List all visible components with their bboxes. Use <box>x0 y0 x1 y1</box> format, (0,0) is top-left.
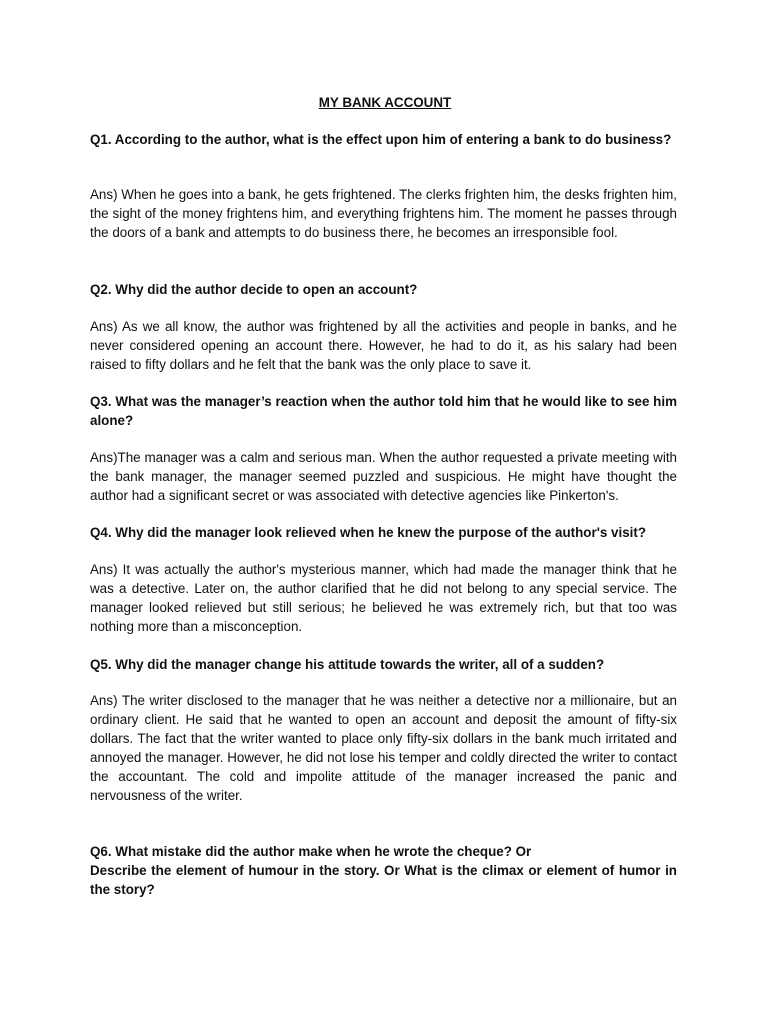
question-2: Q2. Why did the author decide to open an account? <box>90 282 418 297</box>
question-6-continued: Describe the element of humour in the story. Or What is the climax or element of humor in the story? <box>90 863 677 897</box>
question-5: Q5. Why did the manager change his attitude towards the writer, all of a sudden? <box>90 657 605 672</box>
answer-3: Ans)The manager was a calm and serious man. When the author requested a private meeting with the bank manager, the manager seemed puzzled and suspicious. He might have thought the author had a significant secret or was associated with detective agencies like Pinkerton's. <box>90 450 677 503</box>
answer-1: Ans) When he goes into a bank, he gets frightened. The clerks frighten him, the desks frighten him, the sight of the money frightens him, and everything frightens him. The moment he passes through the doors of a bank and attempts to do business there, he becomes an irresponsible fool. <box>90 187 677 240</box>
document-title <box>0 93 768 112</box>
question-1: Q1. According to the author, what is the effect upon him of entering a bank to do business? <box>90 132 672 147</box>
question-6: Q6. What mistake did the author make when he wrote the cheque? Or <box>90 844 532 859</box>
question-3: Q3. What was the manager’s reaction when the author told him that he would like to see him alone? <box>90 394 677 428</box>
answer-2: Ans) As we all know, the author was frightened by all the activities and people in banks, and he never considered opening an account there. However, he had to do it, as his salary had been raised to fifty dollars and he felt that the bank was the only place to save it. <box>90 319 677 372</box>
answer-5: Ans) The writer disclosed to the manager that he was neither a detective nor a millionaire, but an ordinary client. He said that he wanted to open an account and deposit the amount of fifty-six dollars. The fact that the writer wanted to place only fifty-six dollars in the bank much irritated and annoyed the manager. However, he did not lose his temper and coldly directed the writer to contact the accountant. The cold and impolite attitude of the manager increased the panic and nervousness of the writer. <box>90 693 677 803</box>
document-title-text: MY BANK ACCOUNT <box>318 95 452 110</box>
answer-4: Ans) It was actually the author's mysterious manner, which had made the manager think that he was a detective. Later on, the author clarified that he did not belong to any special service. The manager looked relieved but still serious; he believed he was extremely rich, but that too was nothing more than a misconception. <box>90 562 677 634</box>
question-4: Q4. Why did the manager look relieved when he knew the purpose of the author's visit? <box>90 525 647 540</box>
